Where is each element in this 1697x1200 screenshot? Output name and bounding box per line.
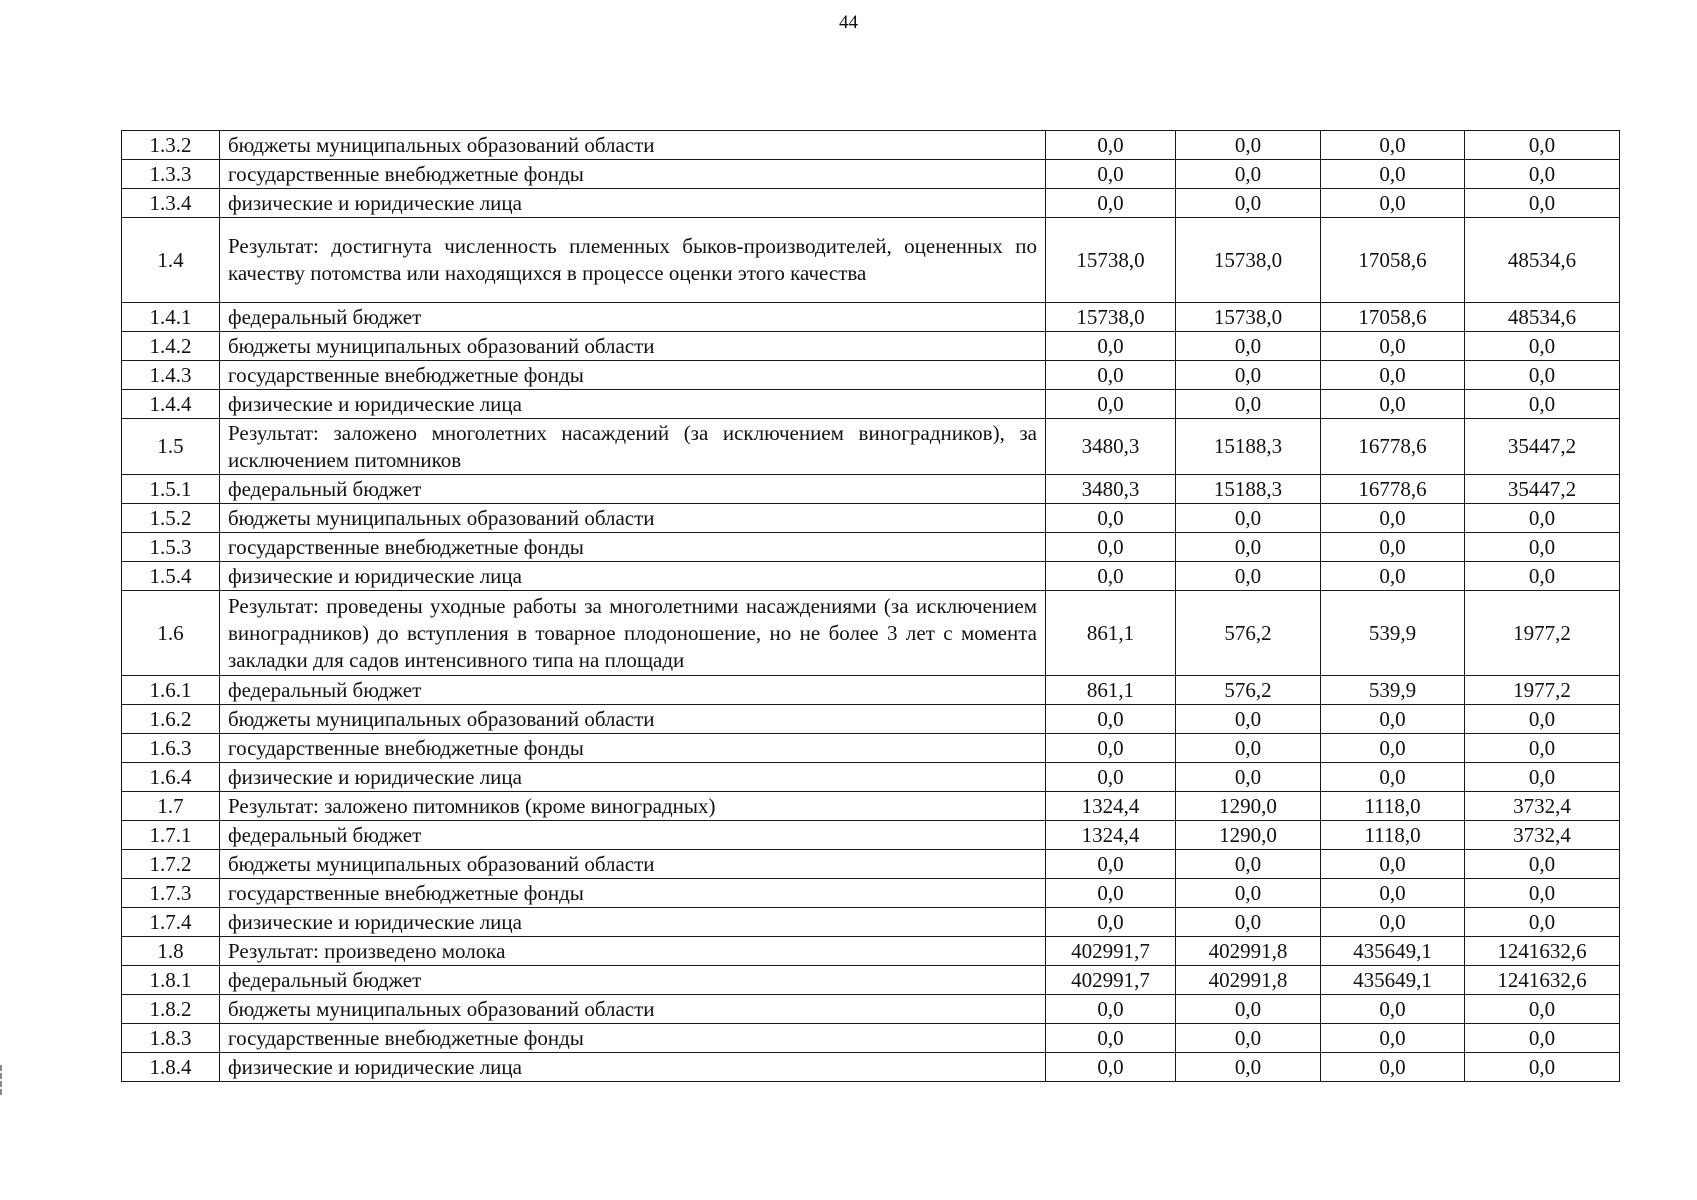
- row-value-1: 0,0: [1046, 189, 1176, 218]
- row-value-3: 0,0: [1321, 908, 1465, 937]
- row-value-4: 1241632,6: [1465, 937, 1620, 966]
- row-description: физические и юридические лица: [220, 189, 1046, 218]
- table-row: [122, 966, 1620, 995]
- row-value-3: 0,0: [1321, 995, 1465, 1024]
- row-description: государственные внебюджетные фонды: [220, 160, 1046, 189]
- row-value-1: 15738,0: [1046, 218, 1176, 303]
- row-description: федеральный бюджет: [220, 303, 1046, 332]
- row-value-4: 3732,4: [1465, 821, 1620, 850]
- row-value-2: 15188,3: [1176, 475, 1321, 504]
- row-description: федеральный бюджет: [220, 475, 1046, 504]
- row-value-2: 0,0: [1176, 908, 1321, 937]
- row-value-2: 15188,3: [1176, 419, 1321, 475]
- row-value-4: 0,0: [1465, 879, 1620, 908]
- row-value-2: 576,2: [1176, 591, 1321, 676]
- row-value-3: 0,0: [1321, 705, 1465, 734]
- row-value-4: 0,0: [1465, 734, 1620, 763]
- row-value-4: 0,0: [1465, 533, 1620, 562]
- row-value-3: 539,9: [1321, 676, 1465, 705]
- row-value-1: 0,0: [1046, 533, 1176, 562]
- table-row: [122, 361, 1620, 390]
- row-description: федеральный бюджет: [220, 821, 1046, 850]
- table-row: [122, 850, 1620, 879]
- row-value-1: 0,0: [1046, 1024, 1176, 1053]
- row-value-4: 1977,2: [1465, 676, 1620, 705]
- row-value-4: 3732,4: [1465, 792, 1620, 821]
- row-value-2: 576,2: [1176, 676, 1321, 705]
- row-value-2: 0,0: [1176, 562, 1321, 591]
- row-description: Результат: достигнута численность племенных быков-производителей, оцененных по качеству потомства или находящихся в процессе оценки этого качества: [220, 218, 1046, 303]
- row-value-3: 0,0: [1321, 533, 1465, 562]
- row-number: 1.8: [122, 937, 220, 966]
- row-value-4: 0,0: [1465, 332, 1620, 361]
- table-row-result: [122, 937, 1620, 966]
- table-row: [122, 763, 1620, 792]
- row-value-1: 0,0: [1046, 995, 1176, 1024]
- row-value-4: 0,0: [1465, 131, 1620, 160]
- row-value-2: 0,0: [1176, 1053, 1321, 1082]
- row-value-2: 402991,8: [1176, 937, 1321, 966]
- table-row-result: [122, 419, 1620, 475]
- row-number: 1.8.1: [122, 966, 220, 995]
- row-description: государственные внебюджетные фонды: [220, 361, 1046, 390]
- row-value-2: 1290,0: [1176, 821, 1321, 850]
- row-value-2: 0,0: [1176, 504, 1321, 533]
- row-value-3: 0,0: [1321, 1053, 1465, 1082]
- table-row: [122, 879, 1620, 908]
- row-description: физические и юридические лица: [220, 562, 1046, 591]
- row-value-3: 16778,6: [1321, 419, 1465, 475]
- row-description: федеральный бюджет: [220, 966, 1046, 995]
- row-value-2: 402991,8: [1176, 966, 1321, 995]
- row-value-4: 0,0: [1465, 705, 1620, 734]
- row-value-4: 0,0: [1465, 850, 1620, 879]
- table-row: [122, 1053, 1620, 1082]
- table-row: [122, 995, 1620, 1024]
- row-number: 1.4.1: [122, 303, 220, 332]
- table-row: [122, 734, 1620, 763]
- row-number: 1.6.2: [122, 705, 220, 734]
- row-number: 1.5: [122, 419, 220, 475]
- table-row: [122, 908, 1620, 937]
- row-number: 1.7.1: [122, 821, 220, 850]
- row-number: 1.7.2: [122, 850, 220, 879]
- row-number: 1.3.4: [122, 189, 220, 218]
- row-description: государственные внебюджетные фонды: [220, 533, 1046, 562]
- row-value-2: 15738,0: [1176, 218, 1321, 303]
- row-description: физические и юридические лица: [220, 908, 1046, 937]
- scan-edge-mark: [0, 1065, 5, 1095]
- row-description: Результат: заложено питомников (кроме виноградных): [220, 792, 1046, 821]
- row-value-4: 0,0: [1465, 995, 1620, 1024]
- row-value-1: 1324,4: [1046, 821, 1176, 850]
- row-value-3: 0,0: [1321, 1024, 1465, 1053]
- row-value-1: 1324,4: [1046, 792, 1176, 821]
- row-value-2: 0,0: [1176, 705, 1321, 734]
- table-row: [122, 303, 1620, 332]
- row-number: 1.6.3: [122, 734, 220, 763]
- row-value-1: 861,1: [1046, 591, 1176, 676]
- row-description: государственные внебюджетные фонды: [220, 734, 1046, 763]
- row-value-1: 861,1: [1046, 676, 1176, 705]
- row-value-4: 0,0: [1465, 504, 1620, 533]
- table-row: [122, 705, 1620, 734]
- row-value-1: 0,0: [1046, 908, 1176, 937]
- row-value-3: 0,0: [1321, 734, 1465, 763]
- row-value-2: 0,0: [1176, 131, 1321, 160]
- row-number: 1.4: [122, 218, 220, 303]
- row-number: 1.8.3: [122, 1024, 220, 1053]
- row-value-1: 402991,7: [1046, 966, 1176, 995]
- row-description: Результат: проведены уходные работы за многолетними насаждениями (за исключением виноградников) до вступления в товарное плодоношение, но не более 3 лет с момента закладки для садов интенсивного типа на площади: [220, 591, 1046, 676]
- row-description: бюджеты муниципальных образований области: [220, 850, 1046, 879]
- row-value-4: 0,0: [1465, 763, 1620, 792]
- table-row: [122, 390, 1620, 419]
- row-number: 1.6.4: [122, 763, 220, 792]
- row-value-1: 0,0: [1046, 734, 1176, 763]
- row-number: 1.7: [122, 792, 220, 821]
- row-value-2: 0,0: [1176, 361, 1321, 390]
- row-number: 1.5.3: [122, 533, 220, 562]
- row-number: 1.5.4: [122, 562, 220, 591]
- row-number: 1.7.3: [122, 879, 220, 908]
- row-description: бюджеты муниципальных образований области: [220, 332, 1046, 361]
- row-number: 1.5.2: [122, 504, 220, 533]
- row-description: федеральный бюджет: [220, 676, 1046, 705]
- row-value-1: 15738,0: [1046, 303, 1176, 332]
- row-value-3: 0,0: [1321, 879, 1465, 908]
- row-description: бюджеты муниципальных образований области: [220, 705, 1046, 734]
- row-value-1: 0,0: [1046, 504, 1176, 533]
- row-value-2: 0,0: [1176, 332, 1321, 361]
- page-number: 44: [839, 12, 858, 33]
- table-row: [122, 533, 1620, 562]
- table-row-result: [122, 792, 1620, 821]
- row-value-4: 48534,6: [1465, 218, 1620, 303]
- row-number: 1.7.4: [122, 908, 220, 937]
- row-number: 1.6.1: [122, 676, 220, 705]
- row-description: физические и юридические лица: [220, 1053, 1046, 1082]
- row-value-2: 0,0: [1176, 160, 1321, 189]
- row-value-1: 0,0: [1046, 1053, 1176, 1082]
- row-value-3: 1118,0: [1321, 792, 1465, 821]
- row-description: физические и юридические лица: [220, 763, 1046, 792]
- row-description: бюджеты муниципальных образований области: [220, 504, 1046, 533]
- table-row: [122, 160, 1620, 189]
- table-row: [122, 821, 1620, 850]
- row-description: государственные внебюджетные фонды: [220, 879, 1046, 908]
- row-value-3: 435649,1: [1321, 937, 1465, 966]
- row-value-4: 0,0: [1465, 160, 1620, 189]
- table-row: [122, 131, 1620, 160]
- row-value-1: 0,0: [1046, 160, 1176, 189]
- row-value-3: 0,0: [1321, 189, 1465, 218]
- row-value-4: 0,0: [1465, 390, 1620, 419]
- row-description: бюджеты муниципальных образований области: [220, 995, 1046, 1024]
- row-value-1: 3480,3: [1046, 475, 1176, 504]
- row-number: 1.6: [122, 591, 220, 676]
- row-value-1: 402991,7: [1046, 937, 1176, 966]
- row-description: Результат: произведено молока: [220, 937, 1046, 966]
- row-value-3: 0,0: [1321, 160, 1465, 189]
- row-number: 1.3.3: [122, 160, 220, 189]
- table-row-result: [122, 218, 1620, 303]
- row-value-4: 0,0: [1465, 1024, 1620, 1053]
- row-description: физические и юридические лица: [220, 390, 1046, 419]
- table-row: [122, 189, 1620, 218]
- row-value-1: 0,0: [1046, 332, 1176, 361]
- row-value-2: 0,0: [1176, 1024, 1321, 1053]
- row-value-3: 435649,1: [1321, 966, 1465, 995]
- row-value-3: 0,0: [1321, 361, 1465, 390]
- budget-table: [121, 130, 1620, 1082]
- row-number: 1.5.1: [122, 475, 220, 504]
- row-value-4: 1241632,6: [1465, 966, 1620, 995]
- row-value-1: 0,0: [1046, 879, 1176, 908]
- row-value-1: 3480,3: [1046, 419, 1176, 475]
- row-value-4: 48534,6: [1465, 303, 1620, 332]
- row-number: 1.3.2: [122, 131, 220, 160]
- row-value-2: 0,0: [1176, 189, 1321, 218]
- row-value-3: 0,0: [1321, 850, 1465, 879]
- row-value-2: 0,0: [1176, 995, 1321, 1024]
- table-row: [122, 676, 1620, 705]
- row-value-2: 0,0: [1176, 850, 1321, 879]
- row-description: Результат: заложено многолетних насаждений (за исключением виноградников), за исключением питомников: [220, 419, 1046, 475]
- row-value-4: 1977,2: [1465, 591, 1620, 676]
- row-value-3: 0,0: [1321, 131, 1465, 160]
- table-row: [122, 562, 1620, 591]
- row-value-2: 15738,0: [1176, 303, 1321, 332]
- row-value-3: 16778,6: [1321, 475, 1465, 504]
- row-value-2: 1290,0: [1176, 792, 1321, 821]
- row-value-3: 0,0: [1321, 332, 1465, 361]
- table-row: [122, 475, 1620, 504]
- row-value-2: 0,0: [1176, 879, 1321, 908]
- row-value-3: 0,0: [1321, 763, 1465, 792]
- row-value-1: 0,0: [1046, 763, 1176, 792]
- row-value-3: 1118,0: [1321, 821, 1465, 850]
- row-number: 1.8.4: [122, 1053, 220, 1082]
- table-row: [122, 1024, 1620, 1053]
- row-number: 1.4.2: [122, 332, 220, 361]
- row-value-2: 0,0: [1176, 734, 1321, 763]
- row-value-1: 0,0: [1046, 390, 1176, 419]
- row-description: государственные внебюджетные фонды: [220, 1024, 1046, 1053]
- table-row-result: [122, 591, 1620, 676]
- row-value-4: 0,0: [1465, 189, 1620, 218]
- row-value-1: 0,0: [1046, 705, 1176, 734]
- row-value-4: 0,0: [1465, 562, 1620, 591]
- row-number: 1.4.4: [122, 390, 220, 419]
- row-value-3: 17058,6: [1321, 303, 1465, 332]
- row-value-2: 0,0: [1176, 533, 1321, 562]
- row-value-3: 0,0: [1321, 390, 1465, 419]
- row-value-4: 35447,2: [1465, 475, 1620, 504]
- row-value-3: 0,0: [1321, 504, 1465, 533]
- row-value-3: 0,0: [1321, 562, 1465, 591]
- row-description: бюджеты муниципальных образований области: [220, 131, 1046, 160]
- table-row: [122, 332, 1620, 361]
- row-value-4: 0,0: [1465, 1053, 1620, 1082]
- row-number: 1.8.2: [122, 995, 220, 1024]
- row-value-1: 0,0: [1046, 361, 1176, 390]
- row-value-4: 35447,2: [1465, 419, 1620, 475]
- table-body: [122, 131, 1620, 1082]
- row-value-1: 0,0: [1046, 562, 1176, 591]
- row-value-4: 0,0: [1465, 361, 1620, 390]
- row-value-2: 0,0: [1176, 390, 1321, 419]
- row-number: 1.4.3: [122, 361, 220, 390]
- row-value-1: 0,0: [1046, 850, 1176, 879]
- table-row: [122, 504, 1620, 533]
- row-value-3: 17058,6: [1321, 218, 1465, 303]
- row-value-4: 0,0: [1465, 908, 1620, 937]
- row-value-3: 539,9: [1321, 591, 1465, 676]
- row-value-1: 0,0: [1046, 131, 1176, 160]
- row-value-2: 0,0: [1176, 763, 1321, 792]
